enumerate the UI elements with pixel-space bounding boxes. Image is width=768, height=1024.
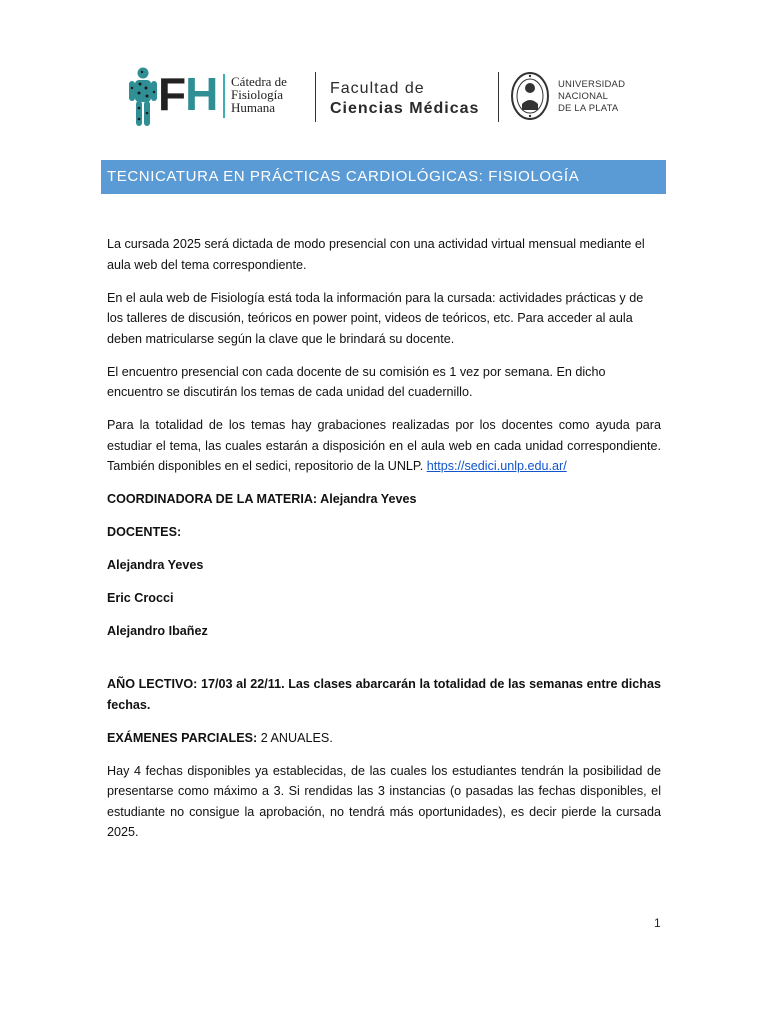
university-line-3: DE LA PLATA [558, 103, 619, 114]
course-title-banner: TECNICATURA EN PRÁCTICAS CARDIOLÓGICAS: FISIOLOGÍA [101, 160, 666, 194]
fh-logo-letters [158, 66, 217, 122]
header-divider [498, 72, 499, 122]
university-line-1: UNIVERSIDAD [558, 79, 626, 90]
paragraph-aula-web: En el aula web de Fisiología está toda la información para la cursada: actividades prácticas y de los talleres de discusión, teóricos en power point, videos de teóricos, etc. Para acceder al aula deben matricularse según la clave que le brindará su docente. [107, 290, 644, 346]
document-header [128, 62, 628, 132]
parciales-label: EXÁMENES PARCIALES: [107, 730, 258, 745]
faculty-line-2: Ciencias Médicas [330, 100, 480, 117]
paragraph-encuentro: El encuentro presencial con cada docente de su comisión es 1 vez por semana. En dicho encuentro se discutirán los temas de cada unidad del cuadernillo. [107, 364, 606, 399]
grabaciones-text: Para la totalidad de los temas hay grabaciones realizadas por los docentes como ayuda para estudiar el tema, las cuales estarán a disposición en el aula web en cada unidad correspondiente. También disponibles en el sedici, repositorio de la UNLP. [107, 418, 661, 473]
parciales-line [107, 728, 661, 749]
docente-item [107, 621, 661, 642]
ano-lectivo-line [107, 674, 661, 715]
catedra-line-2: Fisiología [231, 87, 284, 102]
docente-item [107, 588, 661, 609]
docentes-heading [107, 522, 661, 543]
docente-item [107, 555, 661, 576]
human-figure-logo-icon [128, 66, 158, 128]
faculty-name [330, 79, 479, 119]
fh-logo-h: H [185, 68, 218, 120]
spacer [107, 654, 661, 674]
university-seal-icon [510, 70, 550, 122]
coordinator-text: COORDINADORA DE LA MATERIA: Alejandra Yeves [107, 492, 417, 506]
page-number: 1 [654, 916, 661, 930]
header-divider [315, 72, 316, 122]
paragraph-grabaciones [107, 415, 661, 477]
parciales-value: 2 ANUALES. [257, 730, 333, 745]
university-name [558, 79, 625, 115]
fh-logo-f: F [158, 68, 186, 120]
ano-lectivo-text: AÑO LECTIVO: 17/03 al 22/11. Las clases abarcarán la totalidad de las semanas entre dichas fechas. [107, 677, 661, 712]
catedra-line-3: Humana [231, 100, 276, 115]
faculty-line-1: Facultad de [330, 80, 425, 97]
document-body [107, 234, 661, 855]
catedra-line-1: Cátedra de [231, 74, 287, 89]
docente-name: Eric Crocci [107, 591, 174, 605]
paragraph-modality: La cursada 2025 será dictada de modo presencial con una actividad virtual mensual mediante el aula web del tema correspondiente. [107, 237, 645, 272]
catedra-name [231, 75, 287, 114]
fh-divider [223, 74, 225, 118]
sedici-link[interactable]: https://sedici.unlp.edu.ar/ [426, 459, 567, 473]
university-line-2: NACIONAL [558, 91, 609, 102]
paragraph-fechas: Hay 4 fechas disponibles ya establecidas, de las cuales los estudiantes tendrán la posibilidad de presentarse como máximo a 3. Si rendidas las 3 instancias (o pasadas las fechas disponibles, el estudiante no consigue la aprobación, no tendrá más oportunidades), es decir pierde la cursada 2025. [107, 763, 661, 839]
coordinator-line [107, 489, 661, 510]
docentes-heading-text: DOCENTES: [107, 525, 182, 539]
docente-name: Alejandro Ibañez [107, 624, 208, 638]
docente-name: Alejandra Yeves [107, 558, 204, 572]
